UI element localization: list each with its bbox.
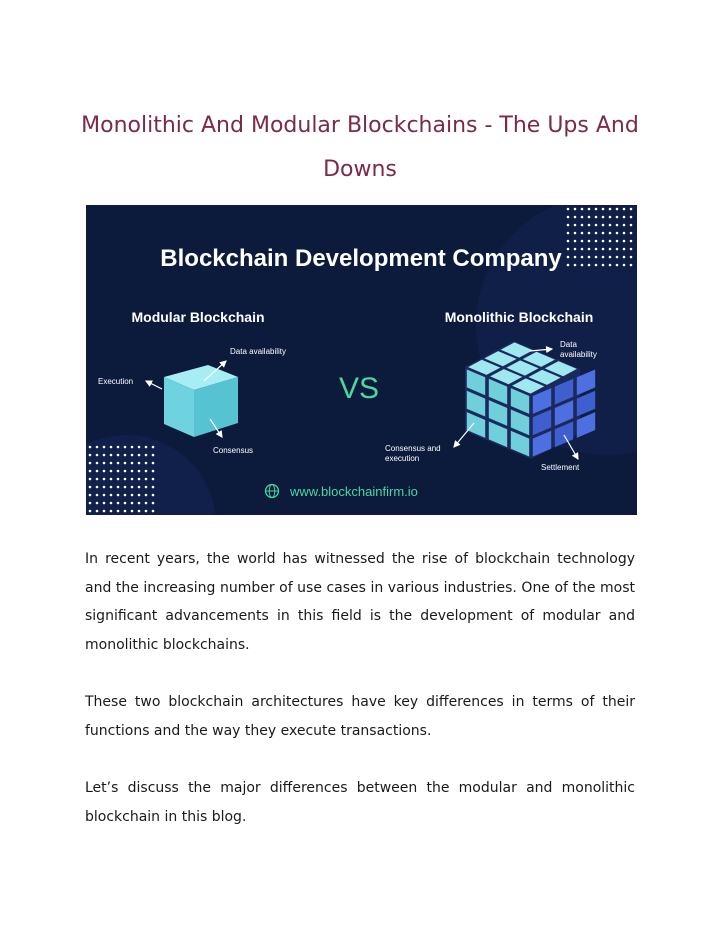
modular-label-execution: Execution	[98, 377, 134, 386]
monolithic-label-execution: execution	[385, 454, 420, 463]
modular-title: Modular Blockchain	[131, 309, 265, 325]
website-link: www.blockchainfirm.io	[290, 484, 418, 499]
paragraph-1: In recent years, the world has witnessed the rise of blockchain technology and the increasing number of use cases in various industries. One of the most significant advancements in this field is the development of modular and monolithic blockchains.	[85, 551, 635, 653]
monolithic-label-availability: availability	[560, 350, 597, 359]
banner-image	[86, 205, 637, 515]
monolithic-label-consensus: Consensus and	[385, 444, 441, 453]
page-title: Monolithic And Modular Blockchains - The Ups And Downs	[81, 113, 639, 182]
monolithic-label-data: Data	[560, 340, 577, 349]
paragraph-2: These two blockchain architectures have key differences in terms of their functions and the way they execute transactions.	[85, 694, 635, 739]
monolithic-label-settlement: Settlement	[541, 463, 580, 472]
monolithic-title: Monolithic Blockchain	[444, 309, 594, 325]
paragraph-3: Let’s discuss the major differences between the modular and monolithic blockchain in this blog.	[85, 780, 635, 825]
modular-cube-icon	[164, 365, 238, 437]
modular-label-consensus: Consensus	[213, 446, 254, 455]
vs-label: VS	[338, 372, 380, 405]
banner-heading: Blockchain Development Company	[160, 245, 562, 272]
modular-label-data-availability: Data availability	[230, 347, 287, 356]
